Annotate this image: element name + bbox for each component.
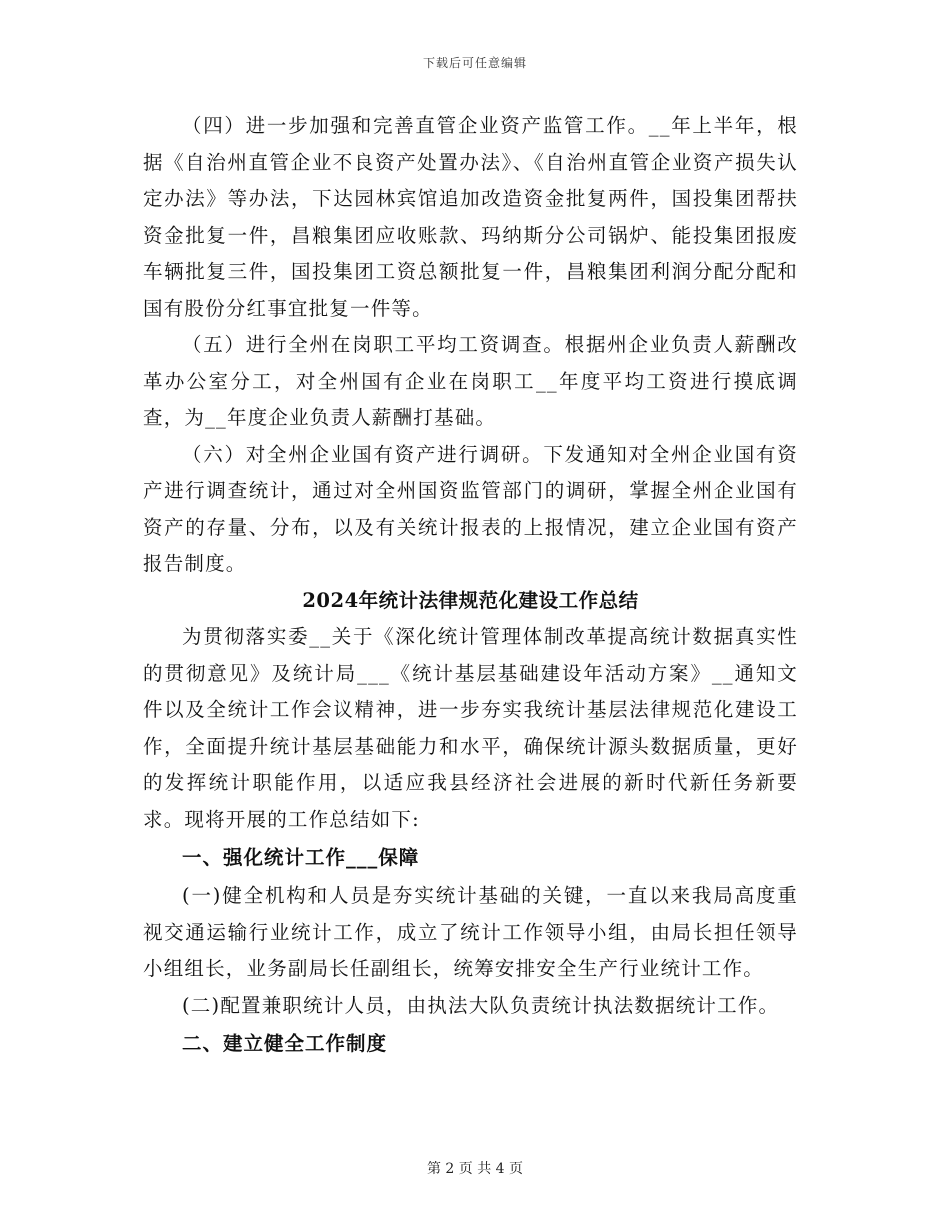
document-title: 2024年统计法律规范化建设工作总结 (302, 588, 639, 612)
section-heading-1: 一、强化统计工作___保障 (182, 846, 420, 869)
section1-item-1: (一)健全机构和人员是夯实统计基础的关键，一直以来我局高度重视交通运输行业统计工作，成立了统计工作领导小组，由局长担任领导小组组长，业务副局长任副组长，统筹安排安全生产行业统计工作。 (143, 884, 798, 980)
paragraph-item-4: （四）进一步加强和完善直管企业资产监管工作。__年上半年，根据《自治州直管企业不良资产处置办法》、《自治州直管企业资产损失认定办法》等办法，下达园林宾馆追加改造资金批复两件，国投集团帮扶资金批复一件，昌粮集团应收账款、玛纳斯分公司锅炉、能投集团报废车辆批复三件，国投集团工资总额批复一件，昌粮集团利润分配分配和国有股份分红事宜批复一件等。 (143, 114, 798, 320)
page-header: 下载后可任意编辑 (422, 56, 527, 70)
document-body (143, 108, 798, 1064)
intro-paragraph: 为贯彻落实委__关于《深化统计管理体制改革提高统计数据真实性的贯彻意见》及统计局___《统计基层基础建设年活动方案》__通知文件以及全统计工作会议精神，进一步夯实我统计基层法律规范化建设工作，全面提升统计基层基础能力和水平，确保统计源头数据质量，更好的发挥统计职能作用，以适应我县经济社会进展的新时代新任务新要求。现将开展的工作总结如下: (143, 625, 798, 831)
paragraph-item-5: （五）进行全州在岗职工平均工资调查。根据州企业负责人薪酬改革办公室分工，对全州国有企业在岗职工__年度平均工资进行摸底调查，为__年度企业负责人薪酬打基础。 (143, 333, 798, 429)
section1-item-2: (二)配置兼职统计人员，由执法大队负责统计执法数据统计工作。 (182, 993, 780, 1017)
paragraph-item-6: （六）对全州企业国有资产进行调研。下发通知对全州企业国有资产进行调查统计，通过对全州国资监管部门的调研，掌握全州企业国有资产的存量、分布，以及有关统计报表的上报情况，建立企业国有资产报告制度。 (143, 442, 798, 575)
page-footer: 第 2 页 共 4 页 (426, 1161, 524, 1177)
section-heading-2: 二、建立健全工作制度 (182, 1032, 388, 1055)
